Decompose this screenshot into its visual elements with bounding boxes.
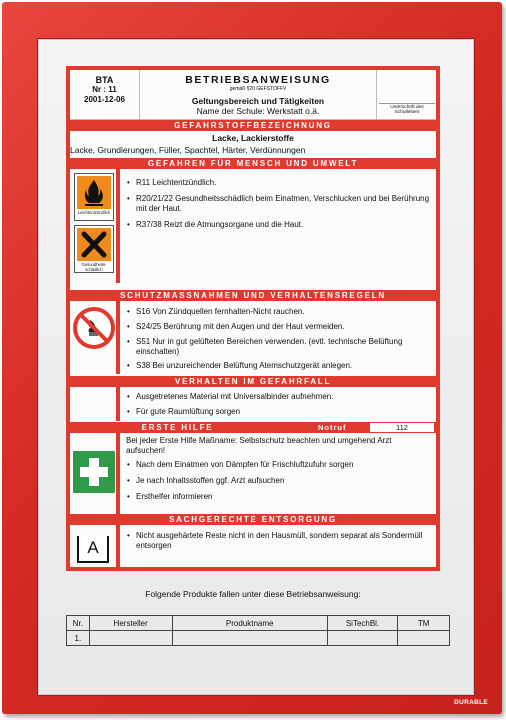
emergency-symbol-column xyxy=(70,387,120,421)
list-item: • Für gute Raumlüftung sorgen xyxy=(126,407,432,417)
table-header-cell: Hersteller xyxy=(89,616,172,631)
list-item: • R20/21/22 Gesundheitsschädlich beim Einatmen, Verschlucken und bei Berührung mit der Haut. xyxy=(126,194,432,214)
products-table xyxy=(66,615,450,646)
flammable-symbol xyxy=(74,173,114,221)
list-item: • S24/25 Berührung mit den Augen und der Haut vermeiden. xyxy=(126,322,432,332)
table-cell: 1. xyxy=(67,631,90,646)
list-item: • R37/38 Reizt die Atmungsorgane und die Haut. xyxy=(126,220,432,230)
list-item: • Nicht ausgehärtete Reste nicht in den Hausmüll, sondern separat als Sondermüll entsorgen xyxy=(126,531,432,551)
brand-logo: DURABLE xyxy=(454,699,488,706)
flame-icon xyxy=(77,176,111,209)
hazard-symbol-column xyxy=(70,169,120,283)
substance-name: Lacke, Lackierstoffe xyxy=(212,133,294,143)
scope-title: Geltungsbereich und Tätigkeiten xyxy=(191,96,325,106)
document-header xyxy=(70,70,436,120)
operating-instruction-sheet xyxy=(66,66,440,571)
list-item: • S38 Bei unzureichender Belüftung Atemschutzgerät anlegen. xyxy=(126,361,432,371)
list-item: • Je nach Inhaltsstoffen ggf. Arzt aufsuchen xyxy=(126,476,432,486)
section-heading-gefahren: GEFAHREN FÜR MENSCH UND UMWELT xyxy=(70,158,436,169)
document-number: Nr : 11 xyxy=(92,85,117,94)
table-header-row xyxy=(67,616,450,631)
scope-line: Name der Schule: Werkstatt o.ä. xyxy=(196,106,320,116)
substance-description: Lacke, Grundierungen, Füller, Spachtel, Härter, Verdünnungen xyxy=(70,145,306,155)
document-subtitle: gemäß §20 GEFSTOFFV xyxy=(229,86,287,92)
document-id-box xyxy=(70,70,140,120)
disposal-list xyxy=(126,531,432,555)
harmful-caption: Gesundheits-schädlich xyxy=(81,262,107,272)
protection-list xyxy=(126,307,432,375)
document-title-box xyxy=(140,70,376,120)
x-cross-icon xyxy=(77,228,111,261)
section-heading-entsorgung: SACHGERECHTE ENTSORGUNG xyxy=(70,514,436,525)
table-header-cell: Nr. xyxy=(67,616,90,631)
signature-box xyxy=(376,70,436,120)
list-item: • S51 Nur in gut gelüfteten Bereichen verwenden. (evtl. technische Belüftung einschalten) xyxy=(126,337,432,357)
flammable-caption: Leichtentzündlich xyxy=(77,210,111,215)
emergency-list xyxy=(126,392,432,421)
section-heading-gefahrstoff: GEFAHRSTOFFBEZEICHNUNG xyxy=(70,120,436,131)
no-open-flame-icon xyxy=(72,306,116,350)
first-aid-intro: Bei jeder Erste Hilfe Maßname: Selbstschutz beachten und umgehend Arzt aufsuchen! xyxy=(126,436,392,455)
waste-symbol-letter: A xyxy=(87,538,99,557)
first-aid-symbol-column xyxy=(70,433,120,514)
table-header-cell: Produktname xyxy=(172,616,327,631)
section-heading-schutz: SCHUTZMASSNAHMEN UND VERHALTENSREGELN xyxy=(70,290,436,301)
list-item: • R11 Leichtentzündlich. xyxy=(126,178,432,188)
list-item: • S16 Von Zündquellen fernhalten-Nicht rauchen. xyxy=(126,307,432,317)
table-header-cell: SiTechBl. xyxy=(327,616,397,631)
document-title: BETRIEBSANWEISUNG xyxy=(185,74,331,86)
table-row xyxy=(67,631,450,646)
section-heading-verhalten: VERHALTEN IM GEFAHRFALL xyxy=(70,376,436,387)
list-item: • Ersthelfer informieren xyxy=(126,492,432,502)
harmful-symbol xyxy=(74,225,114,273)
bta-label: BTA xyxy=(95,75,114,85)
products-line: Folgende Produkte fallen unter diese Betriebsanweisung: xyxy=(145,589,361,599)
emergency-call-label: Notruf xyxy=(318,423,347,432)
list-item: • Ausgetretenes Material mit Universalbinder aufnehmen. xyxy=(126,392,432,402)
first-aid-cross-icon xyxy=(73,451,115,493)
first-aid-heading: ERSTE HILFE xyxy=(141,423,214,432)
protection-symbol-column xyxy=(70,301,120,374)
table-cell xyxy=(327,631,397,646)
table-cell xyxy=(89,631,172,646)
hazard-list xyxy=(126,178,432,234)
table-header-cell: TM xyxy=(398,616,450,631)
document-date: 2001-12-06 xyxy=(84,95,125,104)
table-cell xyxy=(172,631,327,646)
table-cell xyxy=(398,631,450,646)
section-heading-erste-hilfe xyxy=(70,422,436,433)
disposal-symbol-column xyxy=(70,525,120,571)
signature-label: Unterschrift des Schulleiters xyxy=(379,103,435,115)
first-aid-list xyxy=(126,460,432,506)
emergency-call-number: 112 xyxy=(370,423,434,432)
list-item: • Nach dem Einatmen von Dämpfen für Frischluftzufuhr sorgen xyxy=(126,460,432,470)
